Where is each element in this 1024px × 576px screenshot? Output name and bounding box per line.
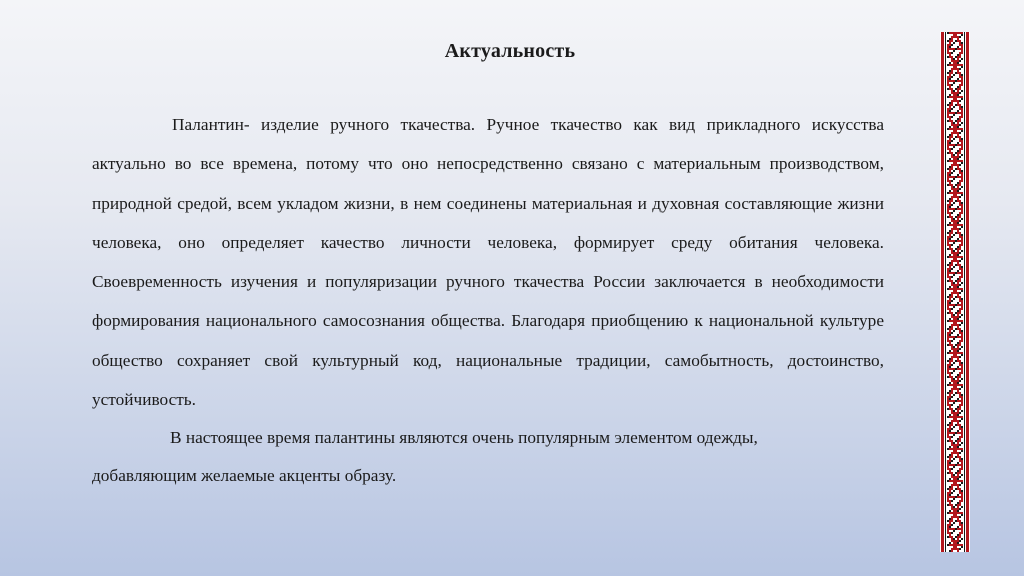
paragraph-popularity: В настоящее время палантины являются очень популярным элементом одежды, добавляющим желаемые акценты образу. xyxy=(92,428,758,485)
paragraph-relevance: Палантин- изделие ручного ткачества. Ручное ткачество как вид прикладного искусства актуально во все времена, потому что оно непосредственно связано с материальным производством, природной средой, всем укладом жизни, в нем соединены материальная и духовная составляющие жизни человека, оно определяет качество личности человека, формирует среду обитания человека. Своевременность изучения и популяризации ручного ткачества России заключается в необходимости формирования национального самосознания общества. Благодаря приобщению к национальной культуре общество сохраняет свой культурный код, национальные традиции, самобытность, достоинство, устойчивость. xyxy=(92,115,884,410)
embroidery-ornament-border xyxy=(940,32,970,552)
slide-body xyxy=(92,105,884,494)
slide-title: Актуальность xyxy=(444,40,576,62)
